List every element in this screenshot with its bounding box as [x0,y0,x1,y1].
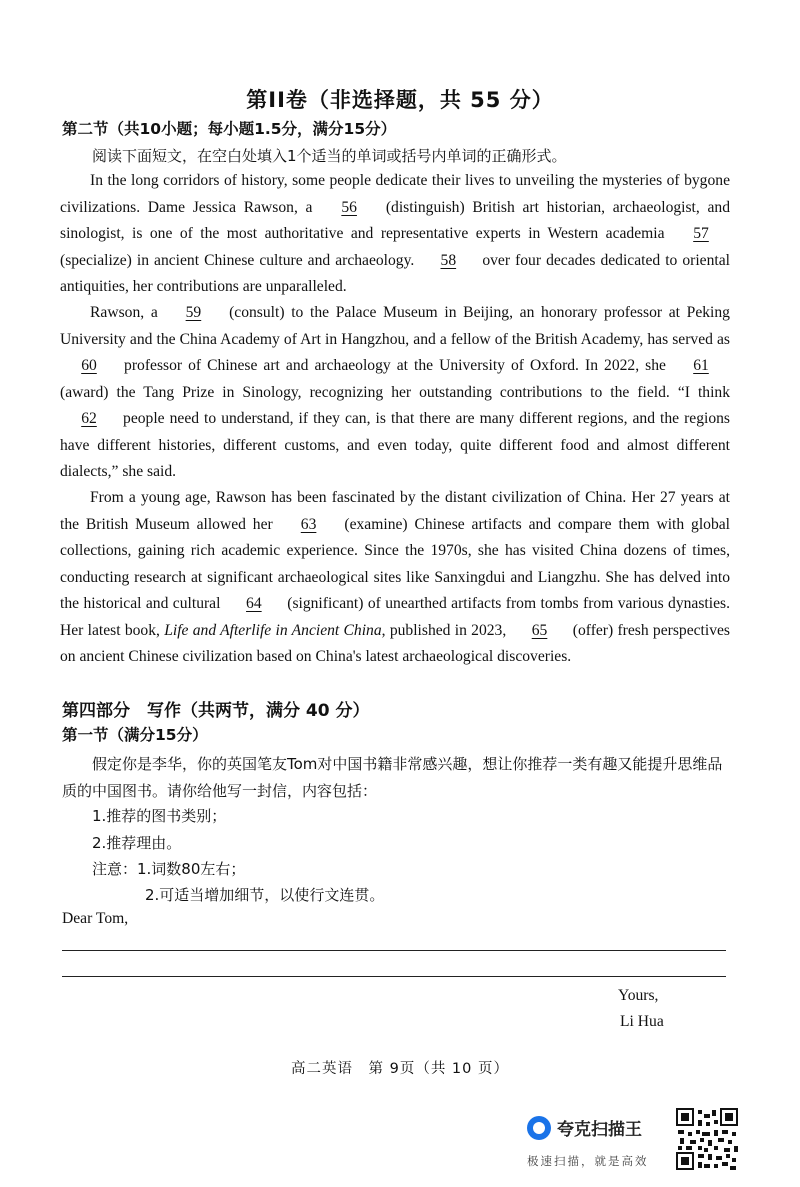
letter-signature: Li Hua [620,1013,664,1030]
scanner-brand: 夸克扫描王 [557,1120,642,1140]
requirement-item-2: 2.推荐理由。 [92,834,182,852]
letter-salutation: Dear Tom, [62,910,129,927]
passage-text: (specialize) in ancient Chinese culture and archaeology. [60,251,420,269]
passage-text: From a young age, Rawson has been fascinated by the distant civilization of China. Her 27 years at the British Museum allowed her [60,489,730,533]
passage-text: Rawson, a [90,304,165,321]
blank-64: 64 [246,595,262,612]
writing-prompt [62,751,730,805]
passage-text: In the long corridors of history, some people dedicate their lives to unveiling the mysteries of bygone civilizations. Dame Jessica Rawson, a [60,172,730,216]
passage-text: (significant) of unearthed artifacts from tombs from various dynasties. Her latest book, [60,595,730,639]
passage-text: professor of Chinese art and archaeology at the University of Oxford. In 2022, she [118,357,672,374]
note-item-1: 注意：1.词数80左右； [92,860,246,878]
page-footer: 高二英语 第 9页（共 10 页） [290,1061,509,1077]
blank-63: 63 [300,515,317,533]
passage-paragraph-3 [60,485,730,671]
note-item-2: 2.可适当增加细节，以使行文连贯。 [145,886,385,904]
requirement-item-1: 1.推荐的图书类别； [92,807,227,825]
scanner-watermark [527,1115,642,1140]
blank-62: 62 [81,410,97,427]
part-four-heading: 第四部分 写作（共两节，满分 40 分） [62,701,370,721]
blank-60: 60 [81,357,97,374]
blank-56: 56 [341,198,357,216]
writing-line [62,976,726,977]
instruction-text: 阅读下面短文，在空白处填入1个适当的单词或括号内单词的正确形式。 [92,147,567,165]
writing-prompt-text: 假定你是李华，你的英国笔友Tom对中国书籍非常感兴趣，想让你推荐一类有趣又能提升思维品质的中国图书。请你给他写一封信，内容包括： [62,755,723,800]
passage-text: (distinguish) British art historian, archaeologist, and sinologist, is one of the most authoritative and representative experts in Western academia [60,198,730,242]
blank-58: 58 [440,251,457,269]
passage-paragraph-2 [60,300,730,486]
passage-text: people need to understand, if they can, is that there are many different regions, and the regions have different histories, different customs, and even today, quite different food and almost different dialects,” she said. [60,410,730,480]
passage-text: (award) the Tang Prize in Sinology, recognizing her outstanding contributions to the field. “I think [60,383,730,401]
writing-line [62,950,726,951]
section-heading: 第二节（共10小题；每小题1.5分，满分15分） [62,120,397,138]
letter-closing: Yours, [618,987,659,1004]
scanner-slogan: 极速扫描，就是高效 [527,1154,649,1168]
blank-59: 59 [185,304,202,321]
blank-57: 57 [693,225,709,242]
passage-text: over four decades dedicated to oriental antiquities, her contributions are unparalleled. [60,251,730,295]
passage-text: , published in 2023, [381,621,511,639]
qr-code-icon [676,1108,738,1170]
blank-65: 65 [531,621,548,639]
page-title: 第II卷（非选择题，共 55 分） [246,88,554,112]
book-title: Life and Afterlife in Ancient China [164,621,382,639]
passage-text: (offer) fresh perspectives on ancient Chinese civilization based on China's latest archaeological discoveries. [60,621,730,665]
passage-text: (examine) Chinese artifacts and compare them with global collections, gaining rich academic experience. Since the 1970s, she has visited China dozens of times, conducting research at significant archaeological sites like Sanxingdui and Liangzhu. She has delved into the historical and cultural [60,515,731,612]
passage-text: (consult) to the Palace Museum in Beijing, an honorary professor at Peking University and the China Academy of Art in Hangzhou, and a fellow of the British Academy, has served as [60,304,730,348]
blank-61: 61 [693,357,709,374]
passage-paragraph-1 [60,168,730,301]
scanner-logo-icon [527,1116,551,1140]
writing-section-heading: 第一节（满分15分） [62,726,208,744]
